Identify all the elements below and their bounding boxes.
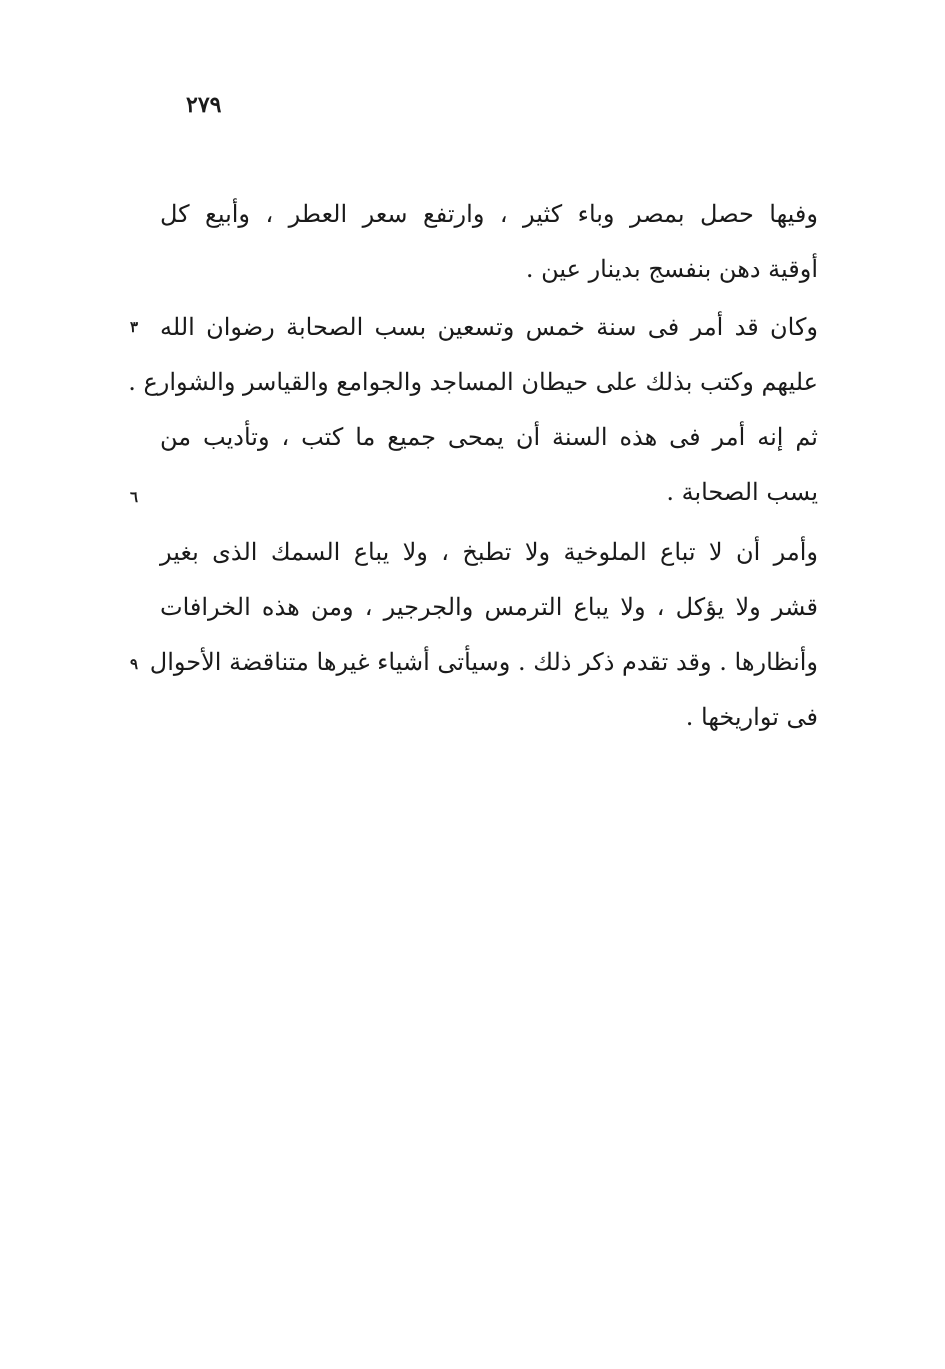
paragraph-line: وكان قد أمر فى سنة خمس وتسعين بسب الصحابة رضوان الله — [160, 313, 818, 341]
paragraph-line: وأنظارها . وقد تقدم ذكر ذلك . وسيأتى أشياء غيرها متناقضة الأحوال — [149, 648, 818, 676]
paragraph-line: يسب الصحابة . — [666, 478, 818, 506]
paragraph-line: ثم إنه أمر فى هذه السنة أن يمحى جميع ما كتب ، وتأديب من — [160, 423, 818, 451]
line-number-9: ٩ — [130, 655, 139, 673]
line-number-3: ٣ — [130, 318, 139, 336]
paragraph-line: قشر ولا يؤكل ، ولا يباع الترمس والجرجير ، ومن هذه الخرافات — [160, 593, 818, 621]
paragraph-1 — [160, 187, 818, 297]
paragraph-3 — [149, 525, 818, 745]
paragraph-line: عليهم وكتب بذلك على حيطان المساجد والجوامع والقياسر والشوارع . — [128, 368, 818, 396]
paragraph-line: وفيها حصل بمصر وباء كثير ، وارتفع سعر العطر ، وأبيع كل — [160, 200, 818, 228]
page-number: ٢٧٩ — [186, 92, 222, 118]
line-number-6: ٦ — [130, 488, 139, 506]
paragraph-line: وأمر أن لا تباع الملوخية ولا تطبخ ، ولا يباع السمك الذى بغير — [160, 538, 818, 566]
paragraph-line: أوقية دهن بنفسج بدينار عين . — [525, 255, 818, 283]
paragraph-line: فى تواريخها . — [685, 703, 818, 731]
paragraph-2 — [128, 300, 818, 520]
